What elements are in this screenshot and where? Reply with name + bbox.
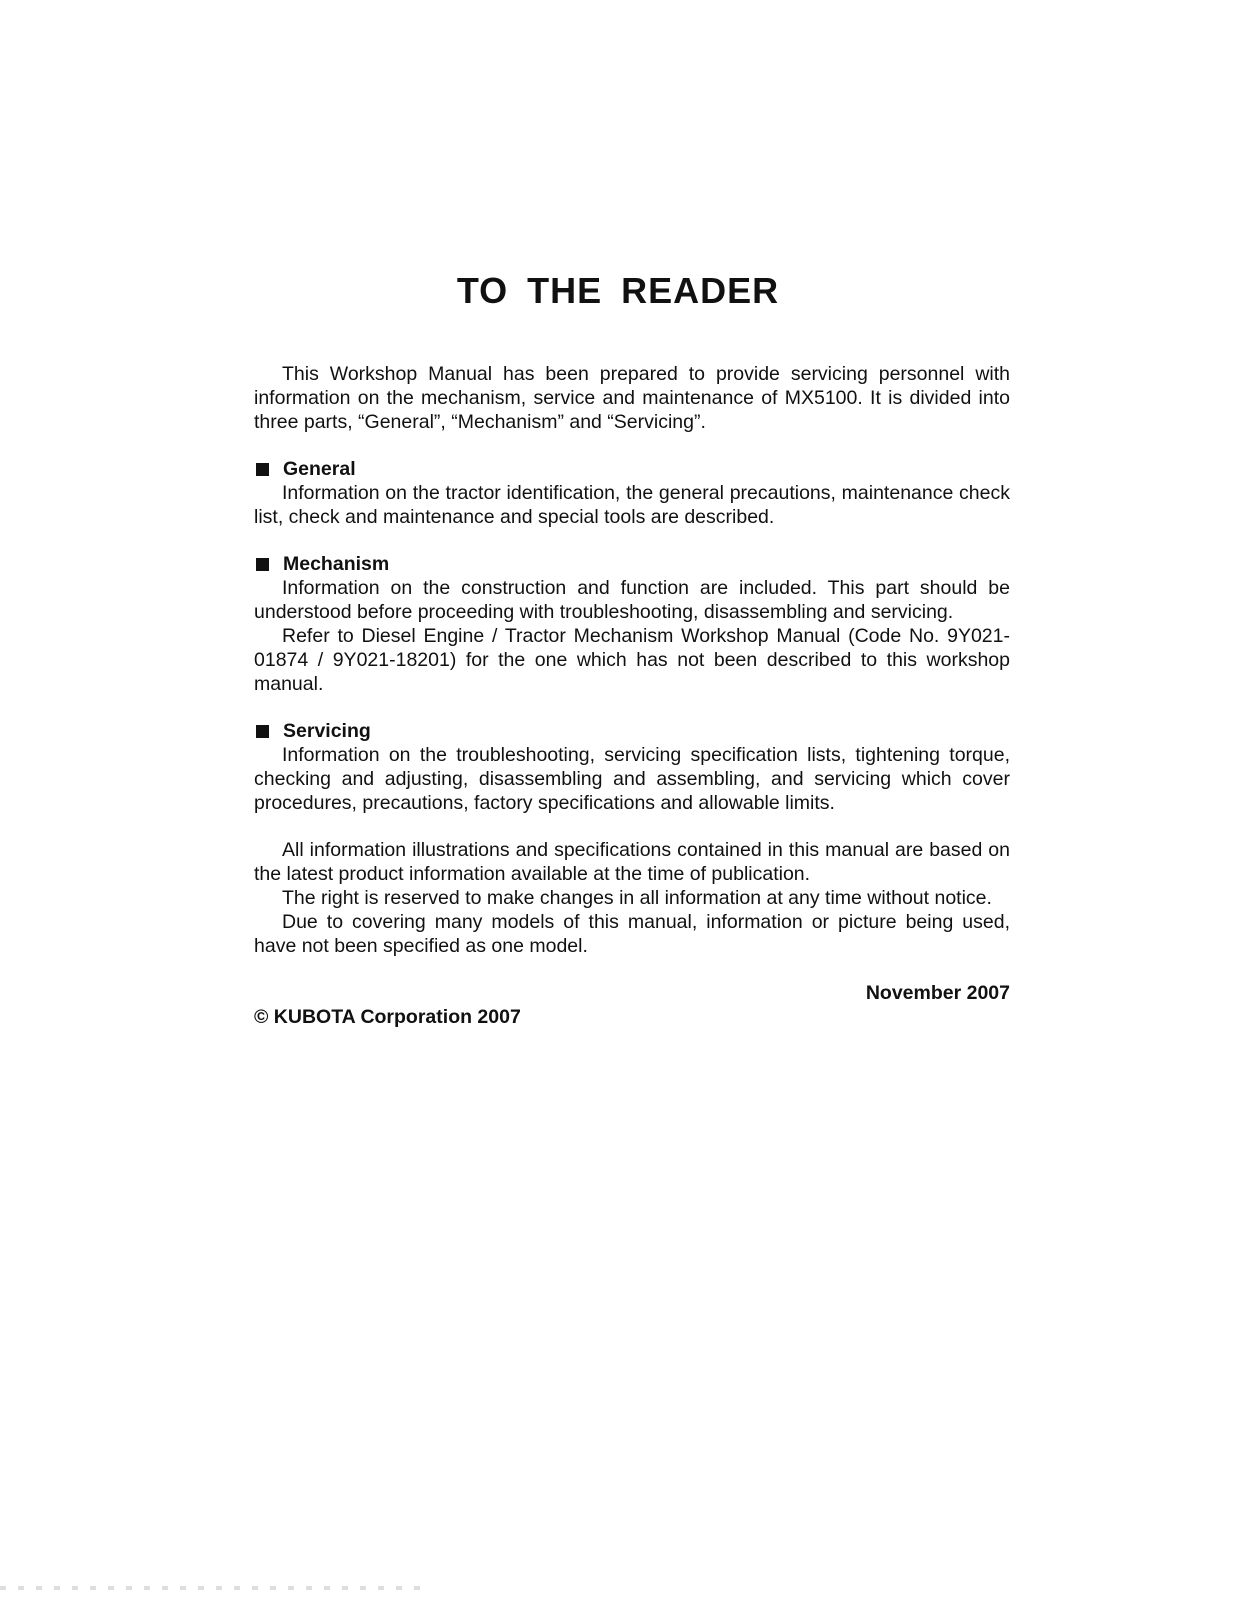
page-title: TO THE READER (456, 270, 780, 311)
square-bullet-icon (256, 463, 269, 476)
section-paragraph: Information on the troubleshooting, servicing specification lists, tightening torque, checking and adjusting, disassembling and assembling, and servicing which cover procedures, precautions, factory specifications and allowable limits. (254, 744, 1010, 814)
intro-block (254, 362, 1010, 434)
section-heading (254, 552, 1010, 576)
square-bullet-icon (256, 558, 269, 571)
section-heading-label: General (283, 458, 356, 480)
body-column (254, 362, 1010, 1029)
note-paragraph: All information illustrations and specifications contained in this manual are based on the latest product information available at the time of publication. (254, 839, 1010, 885)
note-paragraph: Due to covering many models of this manual, information or picture being used, have not been specified as one model. (254, 911, 1010, 957)
square-bullet-icon (256, 725, 269, 738)
publication-date: November 2007 (865, 982, 1010, 1004)
footer-scan-artifact (0, 1586, 420, 1590)
section-mechanism (254, 552, 1010, 696)
section-heading (254, 457, 1010, 481)
section-paragraph: Information on the construction and function are included. This part should be understood before proceeding with troubleshooting, disassembling and servicing. (254, 577, 1010, 623)
section-heading (254, 719, 1010, 743)
intro-paragraph: This Workshop Manual has been prepared to provide servicing personnel with information on the mechanism, service and maintenance of MX5100. It is divided into three parts, “General”, “Mechanism” and “Servicing”. (254, 363, 1010, 433)
copyright-notice: © KUBOTA Corporation 2007 (254, 1006, 521, 1028)
section-paragraph: Refer to Diesel Engine / Tractor Mechanism Workshop Manual (Code No. 9Y021-01874 / 9Y021-18201) for the one which has not been described to this workshop manual. (254, 625, 1010, 695)
note-paragraph: The right is reserved to make changes in all information at any time without notice. (282, 887, 992, 909)
section-heading-label: Mechanism (283, 553, 390, 575)
notes-block (254, 838, 1010, 958)
section-heading-label: Servicing (283, 720, 371, 742)
section-servicing (254, 719, 1010, 815)
section-general (254, 457, 1010, 529)
section-paragraph: Information on the tractor identification, the general precautions, maintenance check list, check and maintenance and special tools are described. (254, 482, 1010, 528)
